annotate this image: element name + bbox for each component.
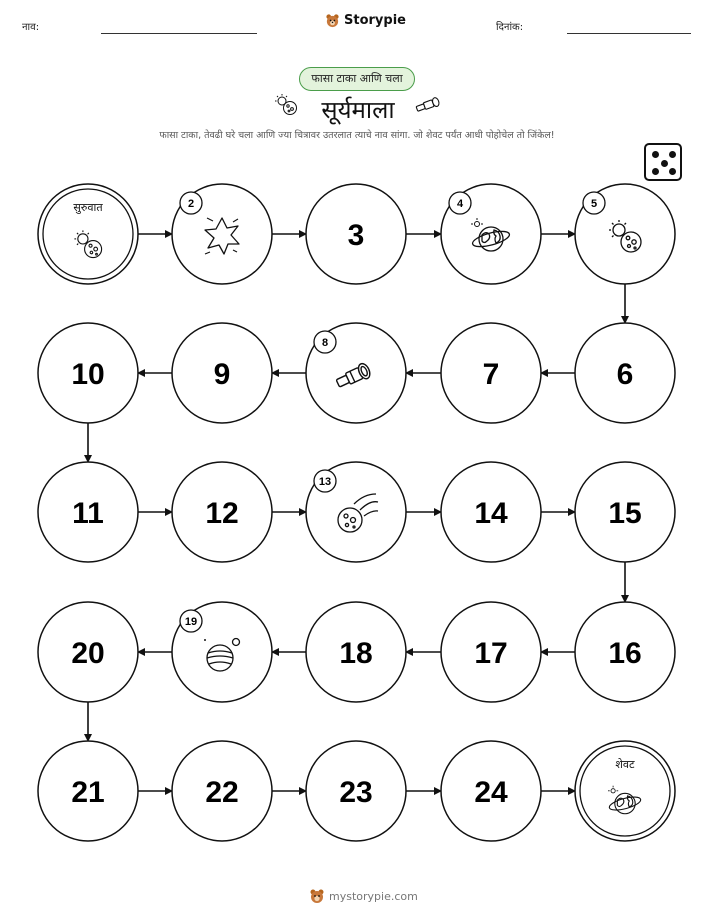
square-number: 13: [318, 476, 332, 488]
instructions: फासा टाका, तेवढी घरे चला आणि ज्या चित्रावर उतरलात त्याचे नाव सांगा. जो शेवट पर्यंत आधी पोहोचेल तो जिंकेल!: [159, 130, 555, 141]
board-square-20[interactable]: [38, 602, 138, 702]
square-number: 22: [205, 776, 239, 809]
square-number: 24: [474, 776, 508, 809]
square-number: 11: [72, 497, 104, 530]
board-square-4[interactable]: [441, 184, 541, 284]
square-number: 18: [339, 637, 373, 670]
board-square-8[interactable]: [306, 323, 406, 423]
page-title: सूर्यमाला: [321, 96, 395, 124]
board-square-10[interactable]: [38, 323, 138, 423]
board-square-3[interactable]: [306, 184, 406, 284]
square-number: 20: [71, 637, 105, 670]
board-square-9[interactable]: [172, 323, 272, 423]
board-square-24[interactable]: [441, 741, 541, 841]
square-number: 19: [184, 616, 198, 628]
board-square-23[interactable]: [306, 741, 406, 841]
square-number: 16: [608, 637, 642, 670]
square-number: 5: [590, 198, 598, 210]
square-number: 6: [616, 358, 634, 391]
end-square[interactable]: [575, 741, 675, 841]
square-number: 17: [474, 637, 508, 670]
game-tag: फासा टाका आणि चला: [299, 67, 415, 91]
square-number: 3: [347, 219, 365, 252]
board-square-6[interactable]: [575, 323, 675, 423]
start-square[interactable]: [38, 184, 138, 284]
board-squares: [38, 184, 675, 841]
square-number: 14: [474, 497, 508, 530]
square-number: 4: [456, 198, 464, 210]
board-square-15[interactable]: [575, 462, 675, 562]
name-label: नाव:: [22, 22, 40, 33]
start-label: सुरुवात: [73, 201, 103, 214]
board-square-5[interactable]: [575, 184, 675, 284]
footer: [309, 888, 418, 904]
brand-name: Storypie: [344, 13, 406, 28]
board-square-16[interactable]: [575, 602, 675, 702]
board-square-17[interactable]: [441, 602, 541, 702]
bear-logo-icon: [309, 888, 325, 904]
board-square-11[interactable]: [38, 462, 138, 562]
board-square-2[interactable]: [172, 184, 272, 284]
board-square-7[interactable]: [441, 323, 541, 423]
board-square-12[interactable]: [172, 462, 272, 562]
board-square-13[interactable]: [306, 462, 406, 562]
date-label: दिनांक:: [496, 22, 524, 33]
square-number: 9: [213, 358, 231, 391]
square-number: 10: [71, 358, 105, 391]
square-number: 8: [321, 337, 329, 349]
board-square-22[interactable]: [172, 741, 272, 841]
square-number: 2: [187, 198, 195, 210]
board-square-21[interactable]: [38, 741, 138, 841]
board-square-19[interactable]: [172, 602, 272, 702]
footer-site: mystorypie.com: [329, 889, 418, 903]
square-number: 7: [482, 358, 500, 391]
end-label: शेवट: [615, 758, 635, 771]
square-number: 23: [339, 776, 373, 809]
square-number: 15: [608, 497, 642, 530]
board-square-18[interactable]: [306, 602, 406, 702]
square-number: 12: [205, 497, 239, 530]
square-number: 21: [71, 776, 105, 809]
board-square-14[interactable]: [441, 462, 541, 562]
